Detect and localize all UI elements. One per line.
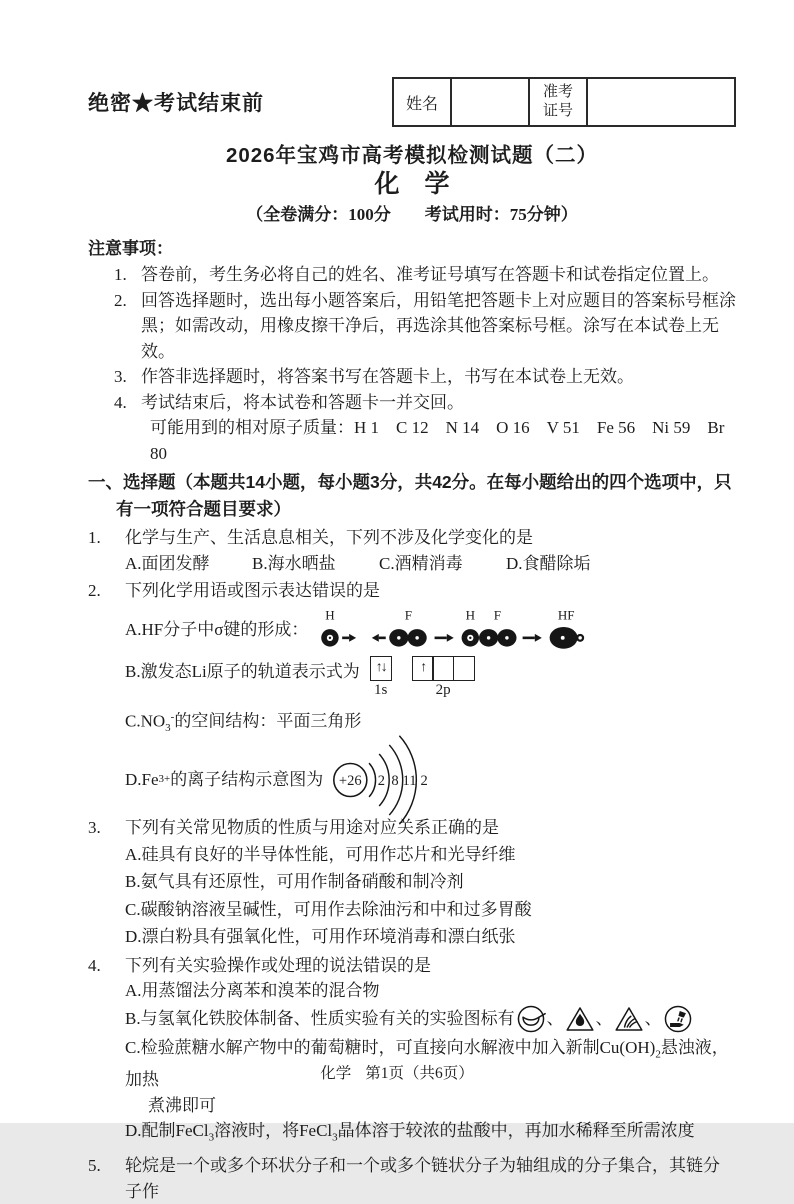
notice-item-number: 3. [114,367,127,386]
h-atom-label-2: H [466,607,476,623]
section-1-heading: 一、选择题（本题共14小题，每小题3分，共42分。在每小题给出的四个选项中，只有一项符合题目要求） [88,472,732,519]
orbital-box-2p-3 [453,656,475,681]
q3-option-a: A.硅具有良好的半导体性能，可用作芯片和光导纤维 [125,844,516,864]
question-number: 5. [88,1156,101,1176]
q2-option-a [125,604,736,656]
classification-label: 绝密★考试结束前 [88,92,264,115]
fe-ion-structure-diagram [327,733,463,827]
shell-1-count: 2 [378,772,386,789]
hf-molecule-label: HF [558,607,575,623]
subscript: 2 [655,1047,661,1060]
orbital-box-2p-1: ↑ [412,656,434,681]
page-header [88,76,736,128]
question-number: 4. [88,955,101,975]
q4-option-d-text-2: 溶液时，将FeCl [214,1121,333,1141]
q1-option-d: D.食醋除垢 [506,553,591,573]
q2-option-a-label: A.HF分子中σ键的形成： [125,619,309,639]
question-5 [88,1153,736,1204]
nucleus-charge-label: +26 [339,772,362,789]
shell-3-count: 11 [402,772,417,789]
subject-title: 化 学 [374,170,450,198]
question-2 [88,578,736,604]
notice-item-number: 4. [114,392,127,412]
question-3 [88,815,736,841]
question-stem: 下列有关常见物质的性质与用途对应关系正确的是 [125,818,499,838]
h-atom-label: H [325,607,336,623]
orbital-2p-label: 2p [435,681,451,698]
q2-option-d [125,749,736,811]
icon-separator: 、 [644,1009,662,1029]
footer-subject: 化学 [320,1065,352,1082]
subscript: 3 [332,1131,338,1144]
question-stem: 下列有关实验操作或处理的说法错误的是 [125,955,431,975]
q4-option-b [125,1004,736,1035]
exam-meta: （全卷满分：100分 考试用时：75分钟） [246,205,578,224]
exam-id-label-line2: 证号 [542,103,573,119]
notice-item-text: 作答非选择题时，将答案书写在答题卡上，书写在本试卷上无效。 [141,367,634,386]
notice-item-number: 1. [114,265,127,284]
hand-wash-icon [663,1004,693,1034]
question-stem: 轮烷是一个或多个环状分子和一个或多个链状分子为轴组成的分子集合，其链分子作 [125,1156,720,1201]
notice-item-1 [114,262,736,288]
exam-id-label [528,79,586,125]
q4-option-d-text-3: 晶体溶于较浓的盐酸中，再加水稀释至所需浓度 [337,1121,695,1141]
subscript: 3 [208,1131,215,1144]
q3-option-d: D.漂白粉具有强氧化性，可用作环境消毒和漂白纸张 [125,927,516,947]
icon-separator: 、 [546,1009,564,1029]
f-atom-label: F [405,607,413,623]
exam-id-blank-field [586,79,734,125]
q4-option-d [125,1118,736,1151]
splash-warning-icon [614,1004,644,1034]
notice-heading: 注意事项： [88,239,173,258]
notice-item-3 [114,364,736,390]
sigma-bond-formation-diagram [316,604,588,656]
question-stem: 下列化学用语或图示表达错误的是 [125,581,380,600]
notice-item-text: 考试结束后，将本试卷和答题卡一并交回。 [141,392,464,412]
superscript: - [170,710,175,723]
question-1 [88,525,736,551]
q4-option-d-text: D.配制FeCl [125,1121,209,1141]
subscript: 3 [165,721,171,734]
exam-title: 2026年宝鸡市高考模拟检测试题（二） [225,144,599,167]
candidate-info-table [392,77,736,127]
question-number: 1. [88,528,101,547]
q2-option-c-text-2: 的空间结构：平面三角形 [174,711,362,731]
notice-item-text: 回答选择题时，选出每小题答案后，用铅笔把答题卡上对应题目的答案标号框涂黑；如需改动，用橡皮擦干净后，再选涂其他答案标号框。涂写在本试卷上无效。 [141,290,736,361]
q4-option-a: A.用蒸馏法分离苯和溴苯的混合物 [125,981,380,1001]
q4-option-b-label: B.与氢氧化铁胶体制备、性质实验有关的实验图标有 [125,1009,515,1029]
orbital-1s-label: 1s [374,681,388,698]
q2-option-d-text-2: 的离子结构示意图为 [170,770,324,790]
exam-id-label-line1: 准考 [542,84,573,101]
f-atom-label-2: F [494,607,502,623]
q4-option-c-text-2: 悬浊液，加热 [125,1037,729,1090]
name-label: 姓名 [405,95,438,113]
q4-option-c-text: C.检验蔗糖水解产物中的葡萄糖时，可直接向水解液中加入新制Cu(OH) [125,1037,656,1057]
q4-option-c-continuation: 煮沸即可 [148,1095,216,1115]
q1-option-c: C.酒精消毒 [379,553,463,573]
q2-option-b [125,656,736,699]
notice-item-2 [114,288,736,365]
q3-option-c: C.碳酸钠溶液呈碱性，可用作去除油污和中和过多胃酸 [125,899,532,919]
question-number: 3. [88,818,101,838]
atomic-mass-note: 可能用到的相对原子质量：H 1 C 12 N 14 O 16 V 51 Fe 56 Ni 59 Br 80 [150,418,725,463]
question-1-options [125,551,736,577]
q2-option-c-text: C.NO [125,711,166,731]
orbital-1s-group [370,656,392,699]
question-stem: 化学与生产、生活息息相关，下列不涉及化学变化的是 [125,528,533,547]
icon-separator: 、 [595,1009,613,1029]
superscript: 3+ [158,773,171,786]
q2-option-b-label: B.激发态Li原子的轨道表示式为 [125,661,360,681]
q3-option-b: B.氨气具有还原性，可用作制备硝酸和制冷剂 [125,872,464,892]
q1-option-b: B.海水晒盐 [252,553,336,573]
shell-4-count: 2 [420,772,429,789]
question-4 [88,953,736,979]
notice-item-number: 2. [114,290,127,310]
orbital-box-1s: ↑↓ [370,656,392,681]
name-blank-field [450,79,528,125]
question-number: 2. [88,581,101,600]
orbital-box-2p-2 [432,656,454,681]
pour-liquid-icon [516,1004,546,1034]
shell-2-count: 8 [391,772,399,789]
orbital-2p-group [412,656,475,699]
page-footer [0,1061,794,1083]
q1-option-a: A.面团发酵 [125,553,210,573]
q2-option-d-text: D.Fe [125,770,159,790]
notice-item-text: 答卷前，考生务必将自己的姓名、准考证号填写在答题卡和试卷指定位置上。 [141,265,719,284]
open-flame-warning-icon [565,1004,595,1034]
footer-page-number: 第1页（共6页） [365,1065,474,1082]
notice-item-4 [114,390,736,416]
